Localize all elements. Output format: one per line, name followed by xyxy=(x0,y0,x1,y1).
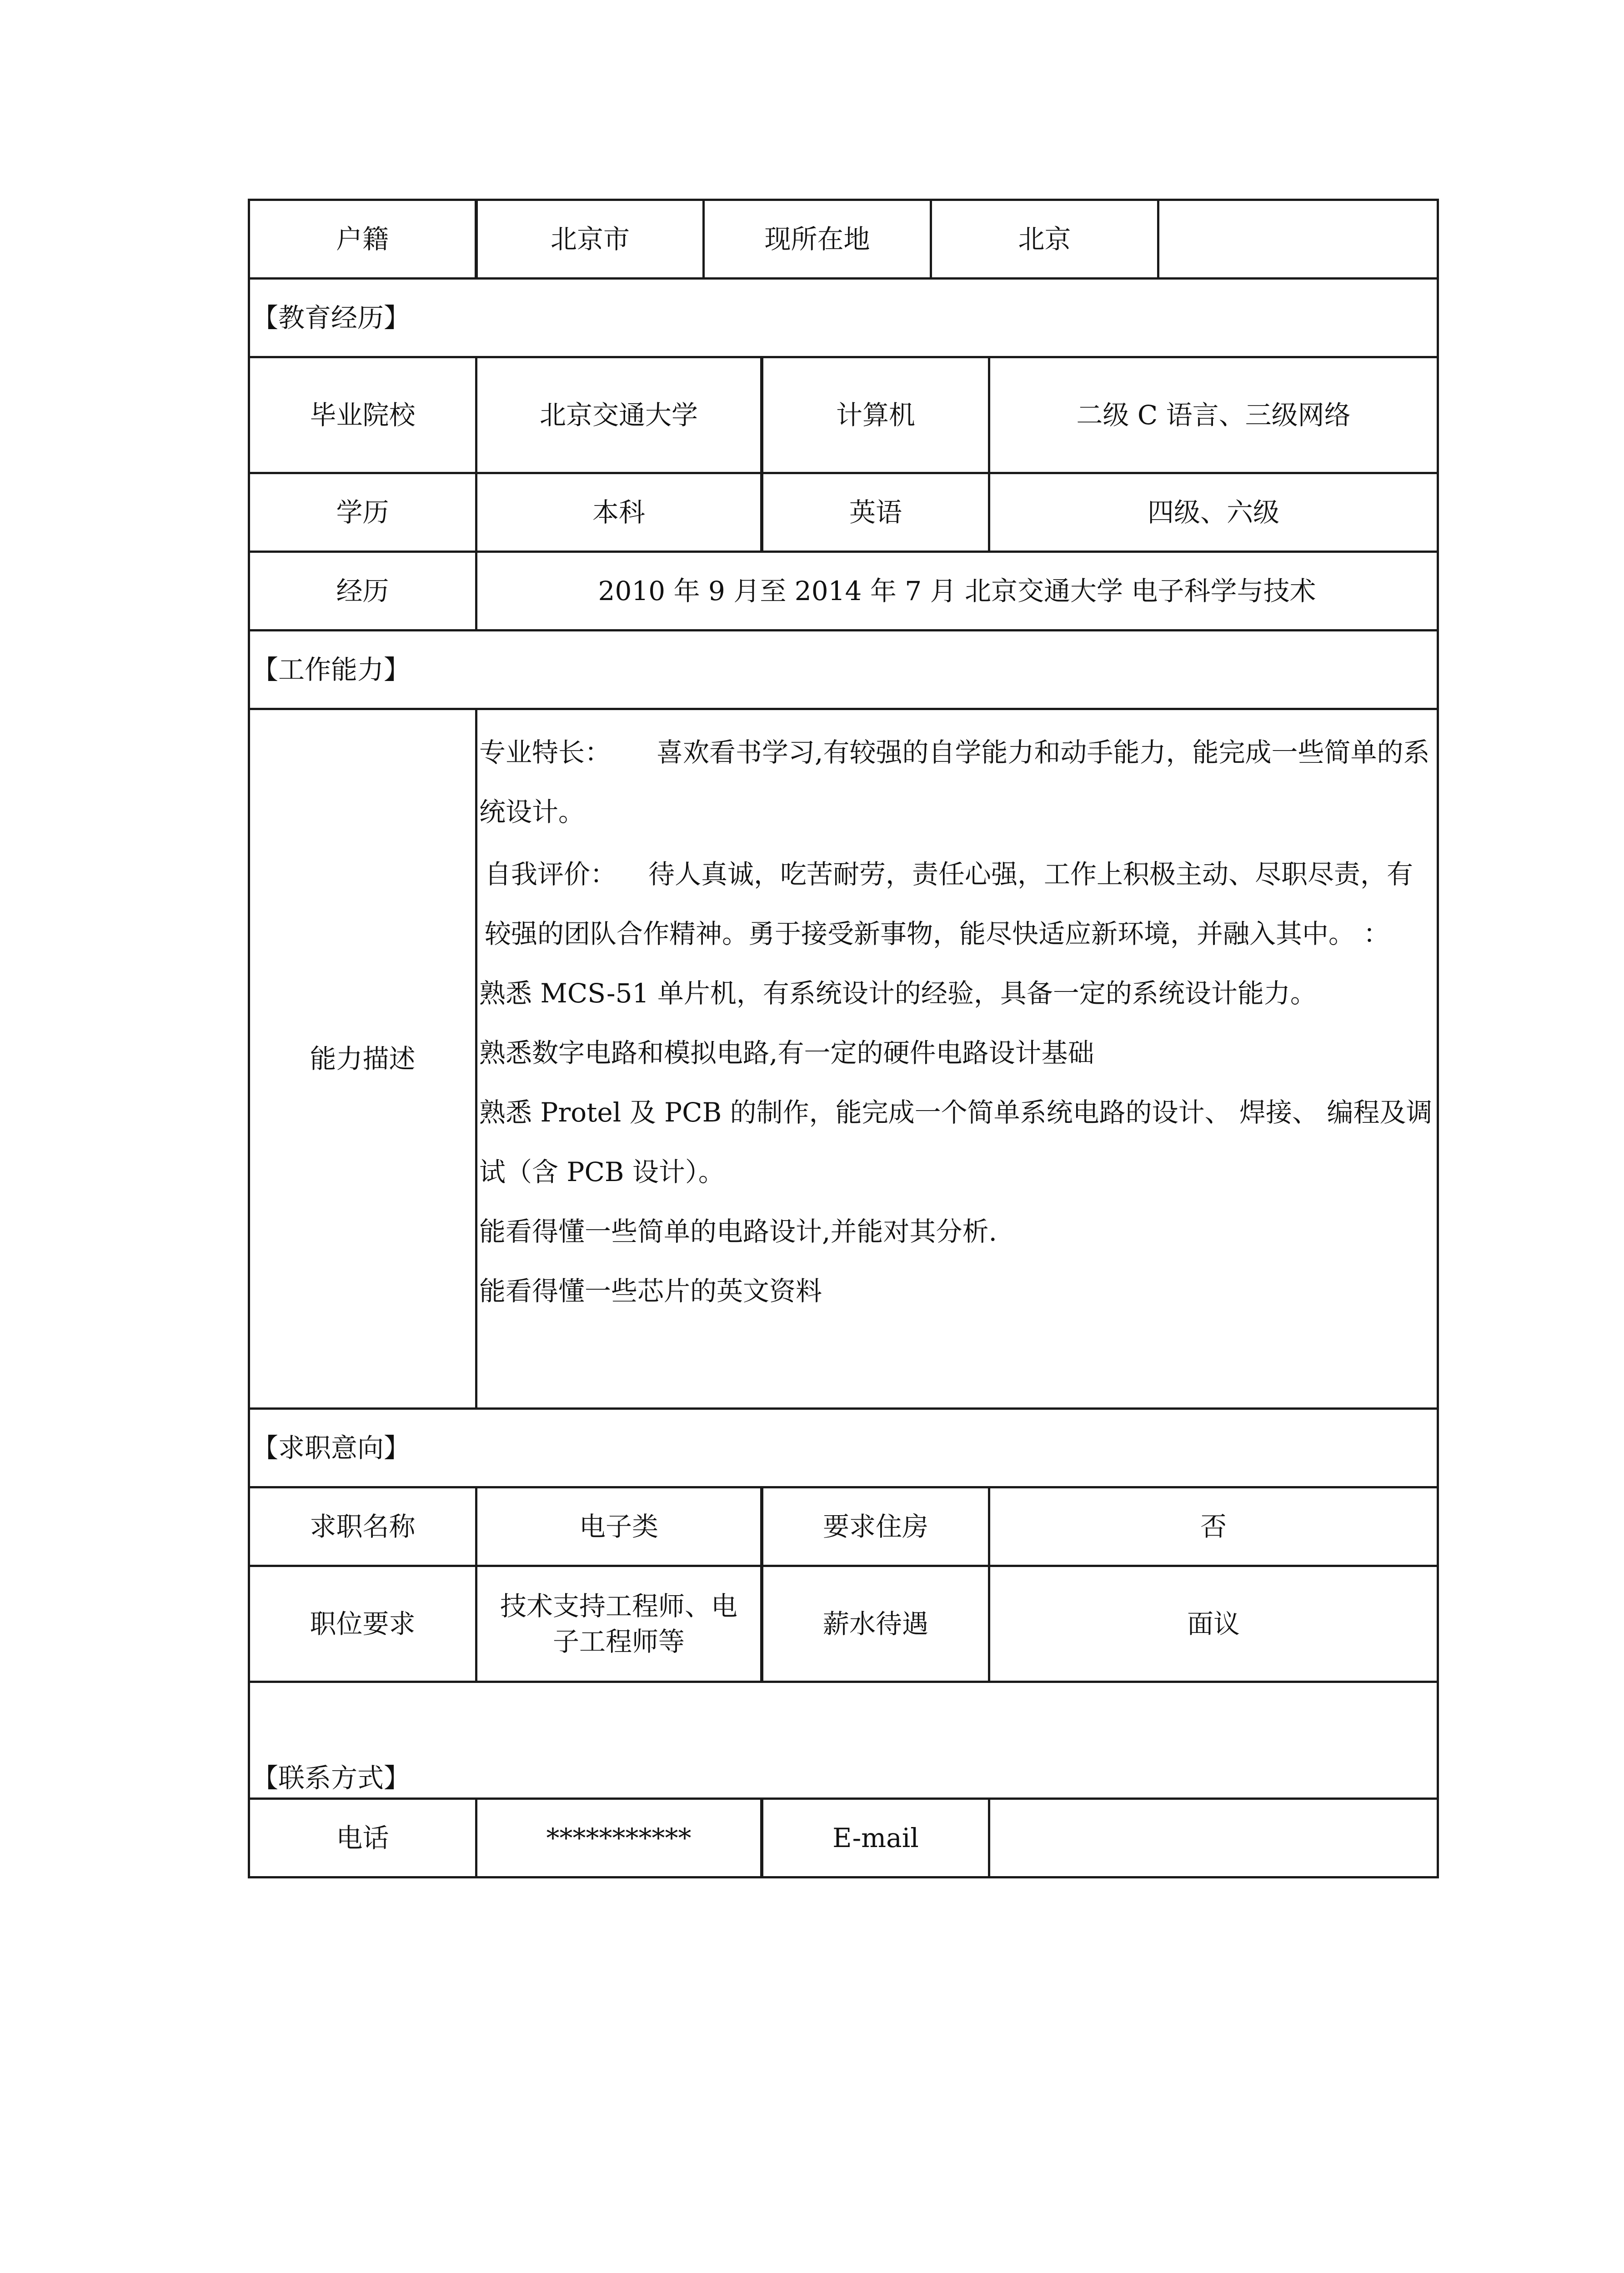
extra-value xyxy=(1158,200,1438,279)
location-value: 北京 xyxy=(931,200,1158,279)
ability-heading-row xyxy=(249,631,1438,709)
resume-table xyxy=(248,199,1439,1878)
degree-value: 本科 xyxy=(476,473,762,552)
education-heading-row xyxy=(249,279,1438,357)
education-heading: 【教育经历】 xyxy=(249,279,1438,357)
location-label: 现所在地 xyxy=(704,200,931,279)
contact-heading: 【联系方式】 xyxy=(249,1682,1438,1799)
position-value: 技术支持工程师、电子工程师等 xyxy=(476,1566,762,1682)
self-eval-paragraph xyxy=(479,845,1437,964)
email-value xyxy=(989,1799,1438,1877)
specialty-paragraph xyxy=(479,723,1437,842)
basic-info-row xyxy=(249,200,1438,279)
contact-heading-row xyxy=(249,1682,1438,1799)
ability-row xyxy=(249,709,1438,1409)
contact-row xyxy=(249,1799,1438,1877)
job-intent-heading: 【求职意向】 xyxy=(249,1409,1438,1487)
self-eval-title: 自我评价： xyxy=(485,859,617,890)
salary-value: 面议 xyxy=(989,1566,1438,1682)
ability-heading: 【工作能力】 xyxy=(249,631,1438,709)
skill-item: 熟悉数字电路和模拟电路,有一定的硬件电路设计基础 xyxy=(479,1037,1094,1068)
job-title-value: 电子类 xyxy=(476,1487,762,1566)
degree-row xyxy=(249,473,1438,552)
job-title-label: 求职名称 xyxy=(249,1487,476,1566)
phone-label: 电话 xyxy=(249,1799,476,1877)
school-value: 北京交通大学 xyxy=(476,357,762,473)
job-intent-heading-row xyxy=(249,1409,1438,1487)
computer-value: 二级 C 语言、三级网络 xyxy=(989,357,1438,473)
experience-label: 经历 xyxy=(249,552,476,631)
ability-description xyxy=(476,709,1438,1409)
school-row xyxy=(249,357,1438,473)
english-value: 四级、六级 xyxy=(989,473,1438,552)
salary-label: 薪水待遇 xyxy=(762,1566,989,1682)
housing-value: 否 xyxy=(989,1487,1438,1566)
position-label: 职位要求 xyxy=(249,1566,476,1682)
position-row xyxy=(249,1566,1438,1682)
degree-label: 学历 xyxy=(249,473,476,552)
job-title-row xyxy=(249,1487,1438,1566)
experience-row xyxy=(249,552,1438,631)
household-value: 北京市 xyxy=(476,200,704,279)
school-label: 毕业院校 xyxy=(249,357,476,473)
computer-label: 计算机 xyxy=(762,357,989,473)
skill-item: 能看得懂一些简单的电路设计,并能对其分析. xyxy=(479,1216,997,1247)
skill-item: 熟悉 MCS-51 单片机，有系统设计的经验，具备一定的系统设计能力。 xyxy=(479,978,1317,1009)
housing-label: 要求住房 xyxy=(762,1487,989,1566)
specialty-title: 专业特长： xyxy=(479,737,612,768)
household-label: 户籍 xyxy=(249,200,476,279)
phone-value: *********** xyxy=(476,1799,762,1877)
self-eval-text: 待人真诚，吃苦耐劳，责任心强，工作上积极主动、尽职尽责，有较强的团队合作精神。勇于接受新事物，能尽快适应新环境，并融入其中。 ： xyxy=(485,859,1413,949)
specialty-text: 喜欢看书学习,有较强的自学能力和动手能力，能完成一些简单的系统设计。 xyxy=(479,737,1430,827)
ability-label: 能力描述 xyxy=(249,709,476,1409)
skill-item: 熟悉 Protel 及 PCB 的制作，能完成一个简单系统电路的设计、 焊接、 编程及调试（含 PCB 设计）。 xyxy=(479,1097,1433,1187)
email-label: E-mail xyxy=(762,1799,989,1877)
experience-value: 2010 年 9 月至 2014 年 7 月 北京交通大学 电子科学与技术 xyxy=(476,552,1438,631)
skill-item: 能看得懂一些芯片的英文资料 xyxy=(479,1276,822,1307)
english-label: 英语 xyxy=(762,473,989,552)
